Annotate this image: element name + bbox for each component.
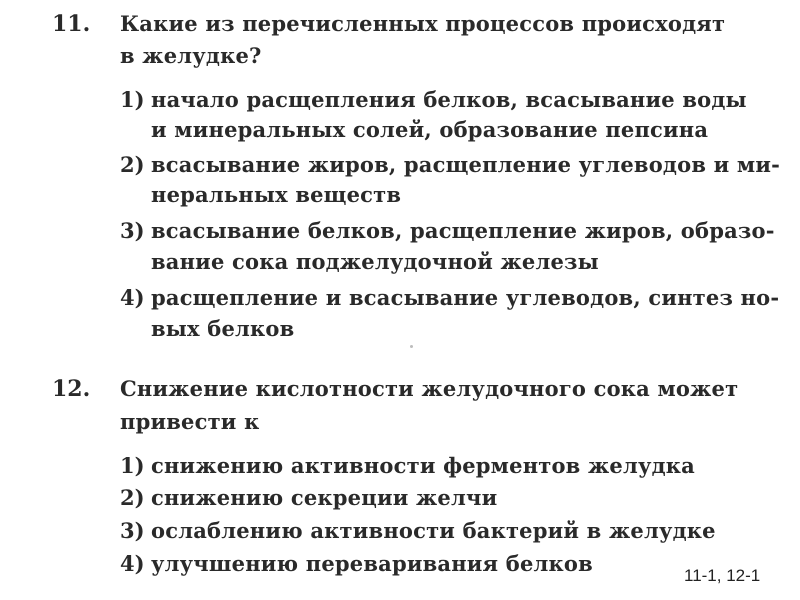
question-11-option-4-line-2: вых белков [151, 316, 295, 341]
question-12-option-4-number: 4) [120, 551, 145, 576]
question-12-option-1-number: 1) [120, 453, 145, 478]
question-11-option-4-number: 4) [120, 285, 145, 310]
question-11-option-1-line-2: и минеральных солей, образование пепсина [151, 117, 709, 142]
question-11-option-4-line-1: расщепление и всасывание углеводов, синтез но- [151, 285, 780, 310]
question-11-option-3-line-1: всасывание белков, расщепление жиров, образо- [151, 218, 775, 243]
question-12-option-2-line-1: снижению секреции желчи [151, 485, 498, 510]
question-11-option-2-line-1: всасывание жиров, расщепление углеводов и ми- [151, 152, 781, 177]
question-11-text-line-2: в желудке? [120, 43, 262, 68]
question-12-option-4-line-1: улучшению переваривания белков [151, 551, 593, 576]
question-11-option-1-number: 1) [120, 87, 145, 112]
question-12-text-line-2: привести к [120, 409, 260, 434]
question-11-option-3-line-2: вание сока поджелудочной железы [151, 249, 599, 274]
question-12-option-3-number: 3) [120, 518, 145, 543]
question-11-option-2-number: 2) [120, 152, 145, 177]
question-12-option-2-number: 2) [120, 485, 145, 510]
question-12-text-line-1: Снижение кислотности желудочного сока может [120, 376, 739, 401]
question-12-option-3-line-1: ослаблению активности бактерий в желудке [151, 518, 716, 543]
answer-key: 11-1, 12-1 [684, 566, 761, 585]
question-11-option-3-number: 3) [120, 218, 145, 243]
question-11-option-1-line-1: начало расщепления белков, всасывание воды [151, 87, 747, 112]
question-11-number: 11. [52, 11, 91, 37]
scan-speck [410, 345, 413, 348]
question-11-text-line-1: Какие из перечисленных процессов происходят [120, 11, 726, 36]
question-12-option-1-line-1: снижению активности ферментов желудка [151, 453, 695, 478]
question-11-option-2-line-2: неральных веществ [151, 182, 402, 207]
question-12-number: 12. [52, 376, 91, 402]
